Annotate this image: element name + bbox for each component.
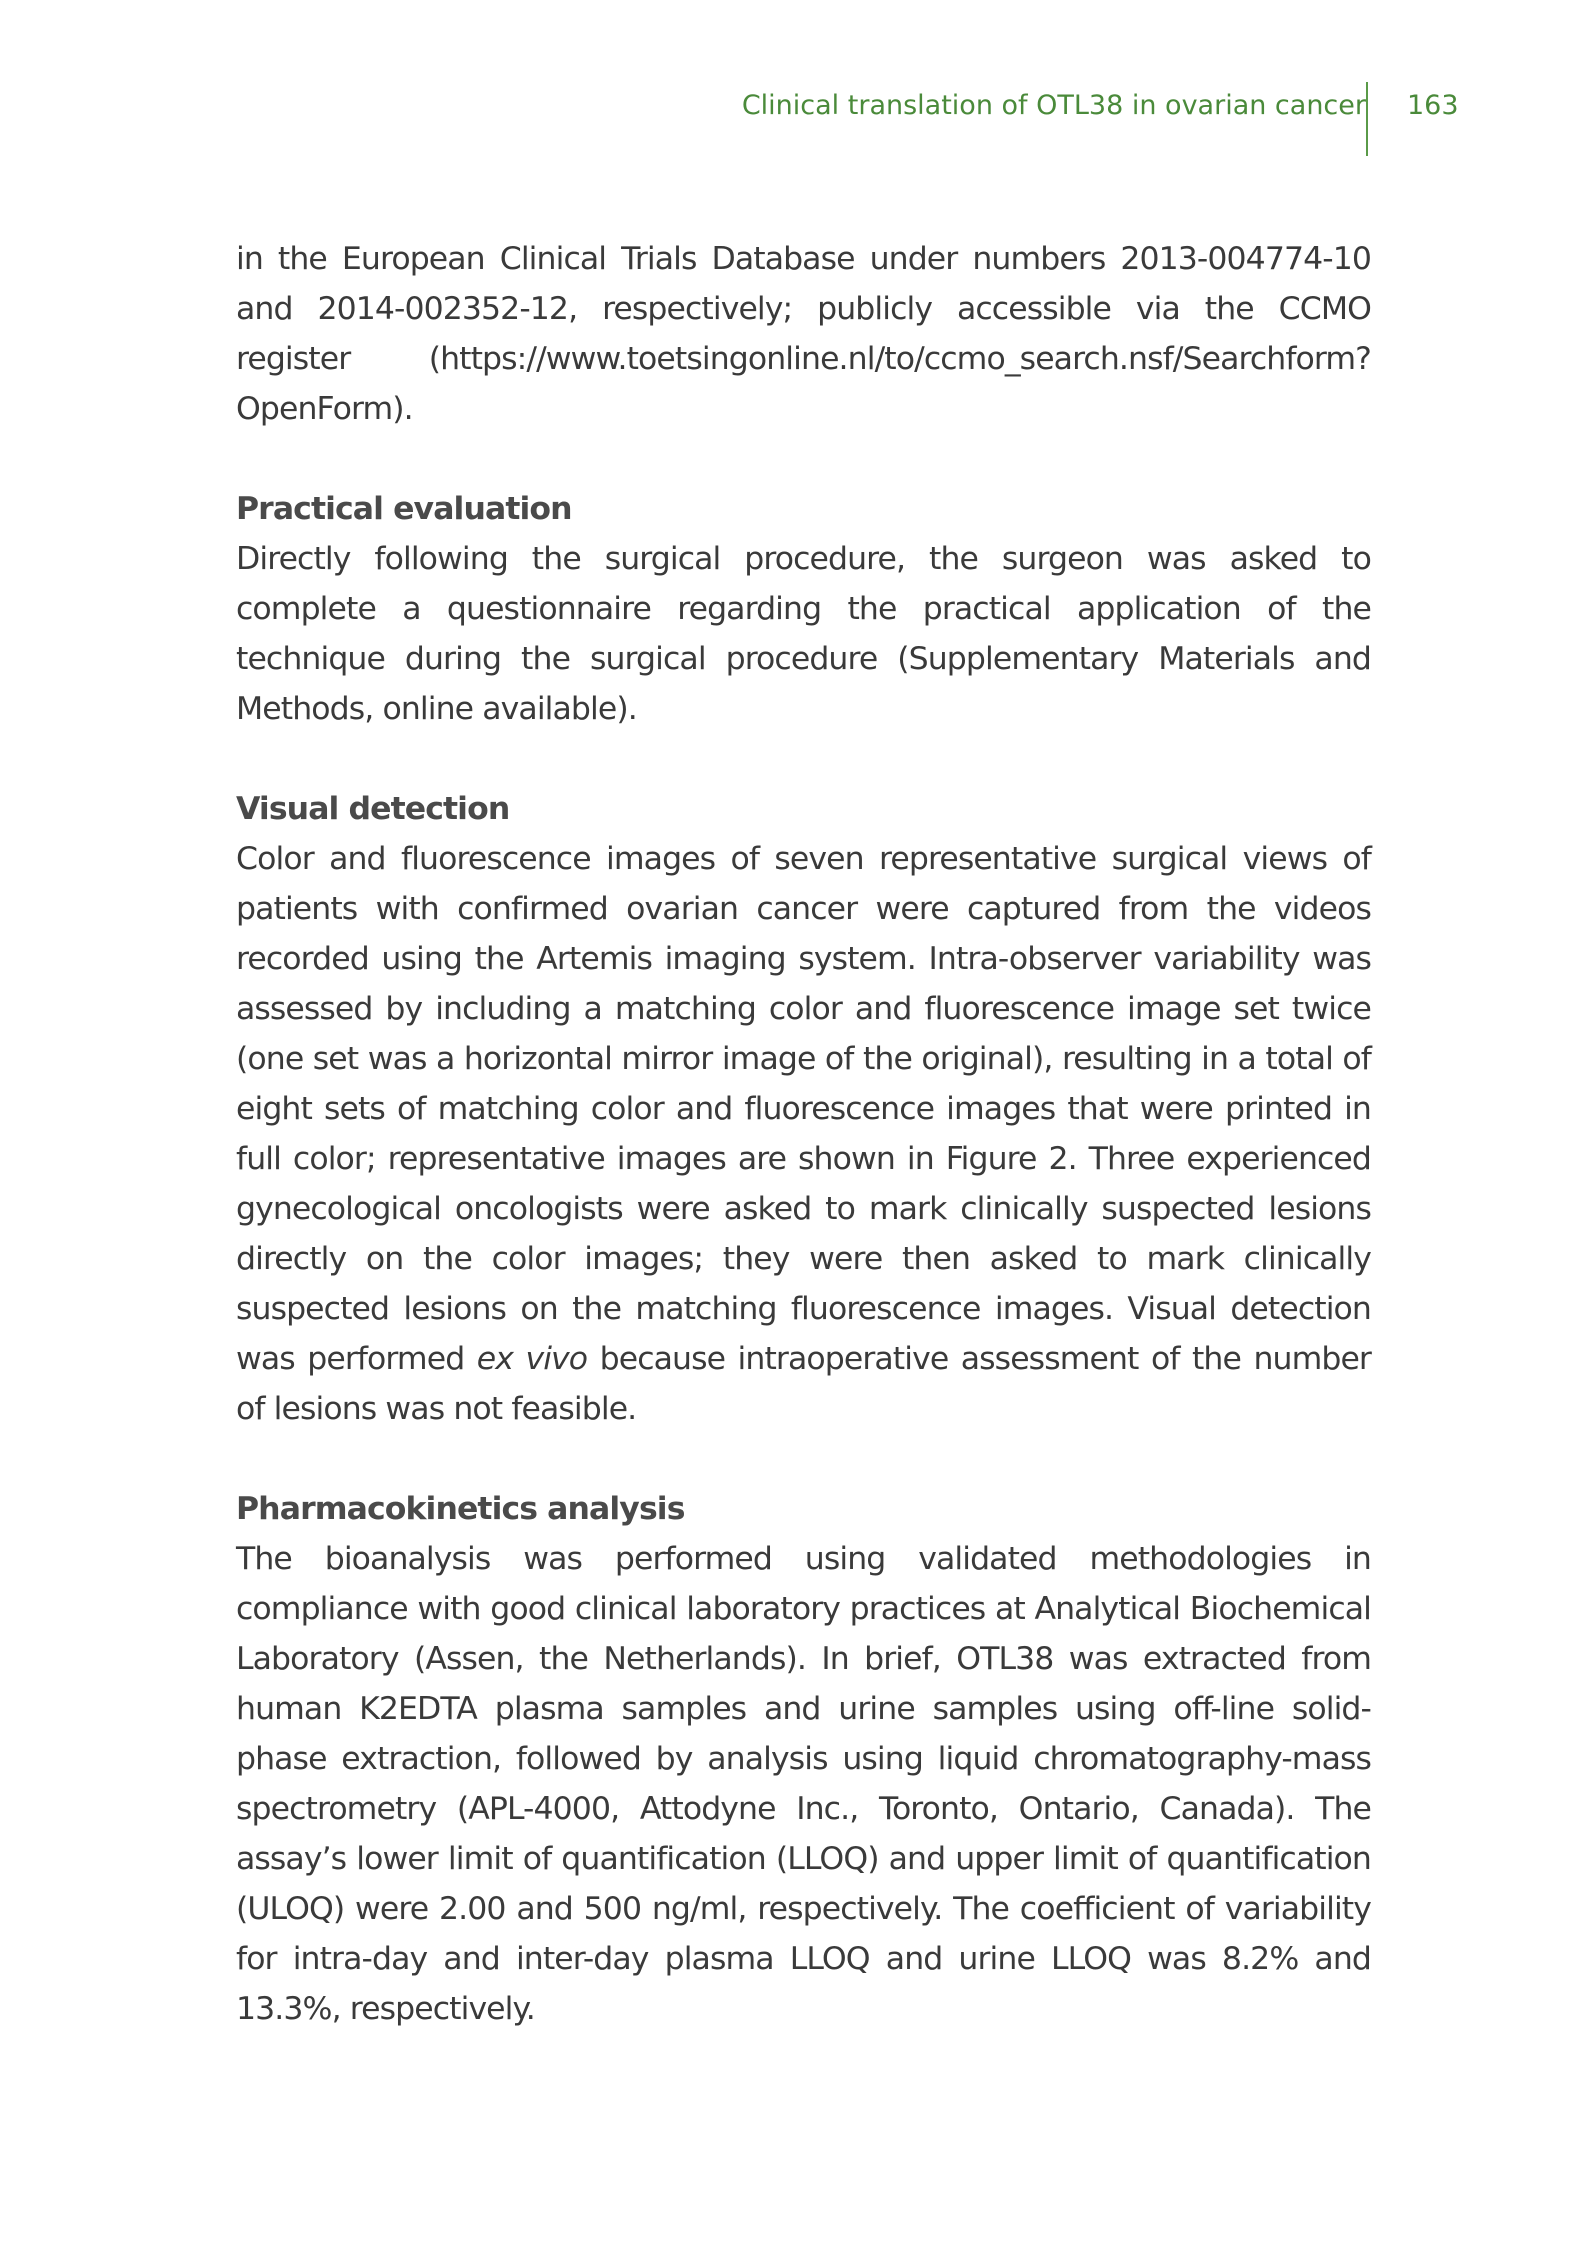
section-heading-practical-evaluation: Practical evaluation — [236, 491, 572, 527]
paragraph-gap — [236, 734, 1371, 784]
section-heading-visual-detection: Visual detection — [236, 791, 510, 827]
section-heading-pharmacokinetics: Pharmacokinetics analysis — [236, 1491, 685, 1527]
paragraph-pharmacokinetics: The bioanalysis was performed using validated methodologies in compliance with good clinical laboratory practices at Analytical Biochemical Laboratory (Assen, the Netherlands). In brief, OTL38 was extracted from human K2EDTA plasma samples and urine samples using off-line solid-phase extraction, followed by analysis using liquid chromatography-mass spectrometry (APL-4000, Attodyne Inc., Toronto, Ontario, Canada). The assay’s lower limit of quantification (LLOQ) and upper limit of quantification (ULOQ) were 2.00 and 500 ng/ml, respectively. The coefficient of variability for intra-day and inter-day plasma LLOQ and urine LLOQ was 8.2% and 13.3%, respectively. — [236, 1541, 1371, 2027]
paragraph-intro: in the European Clinical Trials Database under numbers 2013-004774-10 and 2014-002352-12, respectively; publicly accessible via the CCMO register (https://www.toetsingonline.nl/to/ccmo_search.nsf/Searchform?OpenForm). — [236, 241, 1371, 427]
visual-text-b: because intraoperative assessment of the number of lesions was not feasible. — [236, 1341, 1371, 1427]
paragraph-gap — [236, 1434, 1371, 1484]
page-number: 163 — [1407, 90, 1459, 121]
visual-text-italic: ex vivo — [476, 1341, 588, 1377]
visual-text-a: Color and fluorescence images of seven representative surgical views of patients with confirmed ovarian cancer were captured from the videos recorded using the Artemis imaging system. Intra-observer variability was assessed by including a matching color and fluorescence image set twice (one set was a horizontal mirror image of the original), resulting in a total of eight sets of matching color and fluorescence images that were printed in full color; representative images are shown in Figure 2. Three experienced gynecological oncologists were asked to mark clinically suspected lesions directly on the color images; they were then asked to mark clinically suspected lesions on the matching fluorescence images. Visual detection was performed — [236, 841, 1371, 1377]
running-title: Clinical translation of OTL38 in ovarian cancer — [741, 90, 1366, 121]
body-text — [236, 234, 1371, 2034]
paragraph-visual-detection — [236, 834, 1371, 1434]
paragraph-practical-evaluation: Directly following the surgical procedure, the surgeon was asked to complete a questionnaire regarding the practical application of the technique during the surgical procedure (Supplementary Materials and Methods, online available). — [236, 541, 1371, 727]
header-divider — [1366, 82, 1368, 156]
paragraph-gap — [236, 434, 1371, 484]
